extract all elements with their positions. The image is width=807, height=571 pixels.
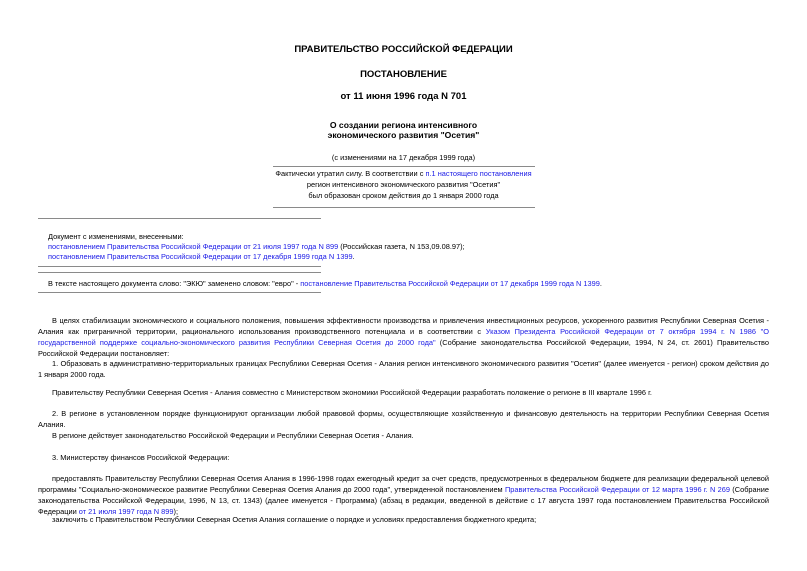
paragraph-1b: Правительству Республики Северная Осетия - Алания совместно с Министерством экономики Российской Федерации разработать положение о регионе в III квартале 1996 г. (52, 388, 652, 397)
document-title-line2: экономического развития "Осетия" (327, 130, 480, 140)
status-line-2: регион интенсивного экономического развития "Осетия" (306, 180, 501, 189)
status-link[interactable]: п.1 настоящего постановления (425, 169, 532, 178)
paragraph-1: 1. Образовать в административно-территориальных границах Республики Северная Осетия - Алания регион интенсивного экономического развития "Осетия" (далее именуется - регион) сроком действия до 1 января 2000 года. (38, 359, 769, 379)
paragraph-2: 2. В регионе в установленном порядке функционируют организации любой правовой формы, осуществляющие хозяйственную и финансовую деятельность на территории Республики Северная Осетия Алания. (38, 409, 769, 429)
changes-link-1[interactable]: постановлением Правительства Российской Федерации от 21 июля 1997 года N 899 (48, 242, 339, 251)
program-resolution-link[interactable]: Правительства Российской Федерации от 12 марта 1996 г. N 269 (504, 485, 730, 494)
replace-note: В тексте настоящего документа слово: "ЭКЮ" заменено словом: "евро" - постановление Правительства Российской Федерации от 17 декабря 1999 года N 1399. (48, 279, 602, 288)
changes-intro: Документ с изменениями, внесенными: (48, 232, 184, 241)
replace-note-link[interactable]: постановление Правительства Российской Федерации от 17 декабря 1999 года N 1399 (300, 279, 600, 288)
paragraph-3a: предоставлять Правительству Республики Северная Осетия Алания в 1996-1998 годах ежегодный кредит за счет средств, предусмотренных в федеральном бюджете для реализации федеральной целевой программы "Социально-экономическое развитие Республики Северная Осетия Алания до 2000 года", утвержденной постановлением Правительства Российской Федерации от 12 марта 1996 г. N 269 (Собрание законодательства Российской Федерации, 1996, N 13, ст. 1343) (далее именуется - Программа) (абзац в редакции, введенной в действие с 17 августа 1997 года постановлением Правительства Российской Федерации от 21 июля 1997 года N 899); (38, 474, 769, 516)
document-type: ПОСТАНОВЛЕНИЕ (360, 69, 447, 80)
document-date-number: от 11 июня 1996 года N 701 (340, 91, 467, 102)
paragraph-2b: В регионе действует законодательство Российской Федерации и Республики Северная Осетия - Алания. (52, 431, 414, 440)
document-title-line1: О создании региона интенсивного (329, 120, 478, 130)
status-top-divider (273, 166, 535, 167)
status-line-1: Фактически утратил силу. В соответствии с п.1 настоящего постановления (275, 169, 532, 178)
status-line-3: был образован сроком действия до 1 января 2000 года (308, 191, 499, 200)
changes-top-divider (38, 218, 321, 219)
status-bottom-divider (273, 207, 535, 208)
changes-divider-b (38, 272, 321, 273)
paragraph-3: 3. Министерству финансов Российской Федерации: (52, 453, 230, 462)
changes-link-2[interactable]: постановлением Правительства Российской Федерации от 17 декабря 1999 года N 1399 (48, 252, 353, 261)
preamble-paragraph: В целях стабилизации экономического и социального положения, повышения эффективности производства и привлечения инвестиционных ресурсов, ускоренного развития Республики Северная Осетия - Алания как приграничной территории, рационального использования производственного потенциала и в соответствии с Указом Президента Российской Федерации от 7 октября 1994 г. N 1986 "О государственной поддержке социально-экономического развития Республики Северная Осетия до 2000 года" (Собрание законодательства Российской Федерации, 1994, N 24, ст. 2601) Правительство Российской Федерации постановляет: (38, 316, 769, 358)
government-heading: ПРАВИТЕЛЬСТВО РОССИЙСКОЙ ФЕДЕРАЦИИ (294, 44, 513, 55)
decree-link[interactable]: Указом Президента Российской Федерации от 7 октября 1994 г. N 1986 "О государственной поддержке социально-экономического развития Республики Северная Осетия до 2000 года" (38, 327, 769, 347)
changes-item-1: постановлением Правительства Российской Федерации от 21 июля 1997 года N 899 (Российская газета, N 153,09.08.97); (48, 242, 465, 251)
changes-divider-a (38, 266, 321, 267)
resolution-899-link[interactable]: от 21 июля 1997 года N 899 (78, 507, 174, 516)
changes-item-2: постановлением Правительства Российской Федерации от 17 декабря 1999 года N 1399. (48, 252, 355, 261)
paragraph-3b: заключить с Правительством Республики Северная Осетия Алания соглашение о порядке и условиях предоставления бюджетного кредита; (52, 515, 537, 524)
amendments-note: (с изменениями на 17 декабря 1999 года) (331, 153, 476, 162)
replace-note-divider (38, 292, 321, 293)
